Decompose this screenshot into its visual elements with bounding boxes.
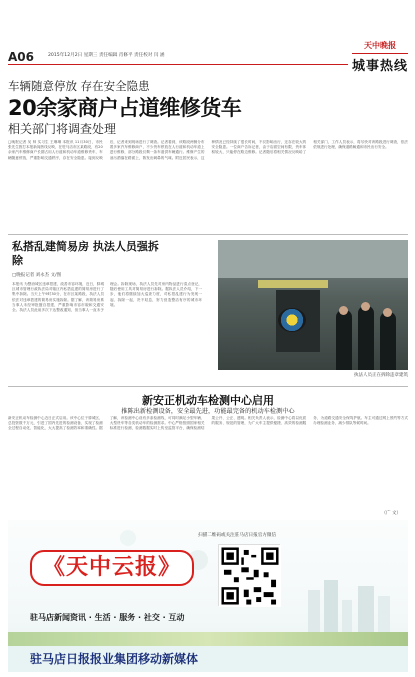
divider <box>8 386 408 387</box>
story3-credit: （广 文） <box>381 511 401 516</box>
photo-person-head <box>339 306 348 315</box>
photo-person-head <box>383 308 392 317</box>
qr-code[interactable] <box>218 544 280 606</box>
divider <box>8 234 408 235</box>
ad-title: 《天中云报》 <box>42 555 181 580</box>
photo-roof <box>218 240 408 278</box>
story1-headline: 20余家商户占道维修货车 <box>8 96 242 120</box>
ad-ground <box>8 632 408 646</box>
news-photo <box>218 240 408 370</box>
ad-qr-label: 扫描二维码或关注驻马店日报官方微信 <box>198 533 277 538</box>
ad-footer-text: 驻马店日报报业集团移动新媒体 <box>30 652 199 666</box>
app-advertisement[interactable] <box>8 520 408 672</box>
ad-tagline: 驻马店新闻资讯 · 生活 · 服务 · 社交 · 互动 <box>30 613 185 622</box>
page-header <box>8 48 348 64</box>
story2-title: 私搭乱建简易房 执法人员强拆除 <box>12 240 159 267</box>
photo-sign <box>258 280 328 288</box>
photo-person <box>358 306 374 370</box>
photo-person-head <box>361 302 370 311</box>
story1-subhead: 相关部门将调查处理 <box>8 122 117 136</box>
header-rule <box>8 64 348 65</box>
photo-caption: 执法人员正在拆除违章建筑 <box>354 373 408 378</box>
photo-person <box>380 312 396 370</box>
section-brand <box>352 40 408 75</box>
story3-body: 新安正机动车检测中心近日正式启用。该中心位于驿城区，总投资数千万元，引进了国内先进的检测设备，实现了检测全过程自动化、智能化，大大提高了检测效率和准确性。据了解，该检测中心设有多条检测线，可同时满足小型车辆、大型货车等各类机动车的检测需求。中心严格按照国家相关标准进行检测，检测数据实时上传至监管平台，确保检测结果公开、公正、透明。相关负责人表示，检测中心将以优质的服务、规范的管理，为广大车主提供便捷、高效的检测服务，为道路交通安全保驾护航。车主可通过网上预约等方式办理检测业务，减少排队等候时间。 <box>8 416 408 431</box>
brand-logo: 天中晚报 <box>352 40 408 54</box>
qr-code-icon <box>219 545 281 607</box>
story2-byline: □晚报记者 刘永杰 文/图 <box>12 273 62 278</box>
story3-title: 新安正机动车检测中心启用 <box>142 394 274 407</box>
section-title: 城事热线 <box>352 59 409 74</box>
issue-meta: 2015年12月2日 星期三 责任编辑 肖修平 责任校对 闫 涵 <box>48 53 165 58</box>
story1-body: □晚报记者 吴 帅 实习生 王琳琳 本报讯 11月30日，市民张先生拨打本报新闻热线反映，在驻马店市区某路段，有20余家汽车维修商户长期占用人行道和机动车道维修货车，车辆随意停放，严重影响交通秩序，存在安全隐患。接到反映后，记者来到现场进行了调查。记者看到，该路段两侧分布着多家汽车维修商户，不少货车停放在人行道和机动车道上进行维修，部分路段仅剩一条车道供车辆通行。维修产生的油污洒落在路面上，散发出刺鼻的气味。附近居民表示，这种情况已经持续了很长时间，不仅影响出行，还存在较大的安全隐患。一位商户告诉记者，由于店面空间有限，货车体积较大，只能停在路边维修。记者随后将相关情况反映给了相关部门，工作人员表示，将尽快对该路段进行调查，依法依规进行处理，确保道路畅通和市民出行安全。 <box>8 140 408 160</box>
story1-kicker: 车辆随意停放 存在安全隐患 <box>8 79 150 93</box>
story2-body: 本报讯 为整治城区违章搭建，改善市容环境，近日，驿城区城市管理行政执法局对辖区内私搭乱建的简易房进行了集中拆除。当天上午9时30分，在市区某路段，执法人员依法对违章搭建的简易房实施拆除。据了解，该简易房系当事人未经审批擅自搭建，严重影响市容市貌和交通安全。执法人员此前多次下达整改通知，但当事人一直未予理会。拆除现场，执法人员先对房内物品进行清点登记，随后使用工具对简易房进行拆除。据执法人员介绍，下一步，他们将继续加大巡查力度，对私搭乱建行为发现一起、拆除一起，决不姑息，努力营造整洁有序的城市环境。 <box>12 282 202 313</box>
photo-person <box>336 310 352 370</box>
photo-cart <box>278 308 306 332</box>
page-number: A06 <box>8 50 34 64</box>
story3-subtitle: 推陈出新检测设备，安全最先进，功能最完备的机动车检测中心 <box>121 408 295 415</box>
